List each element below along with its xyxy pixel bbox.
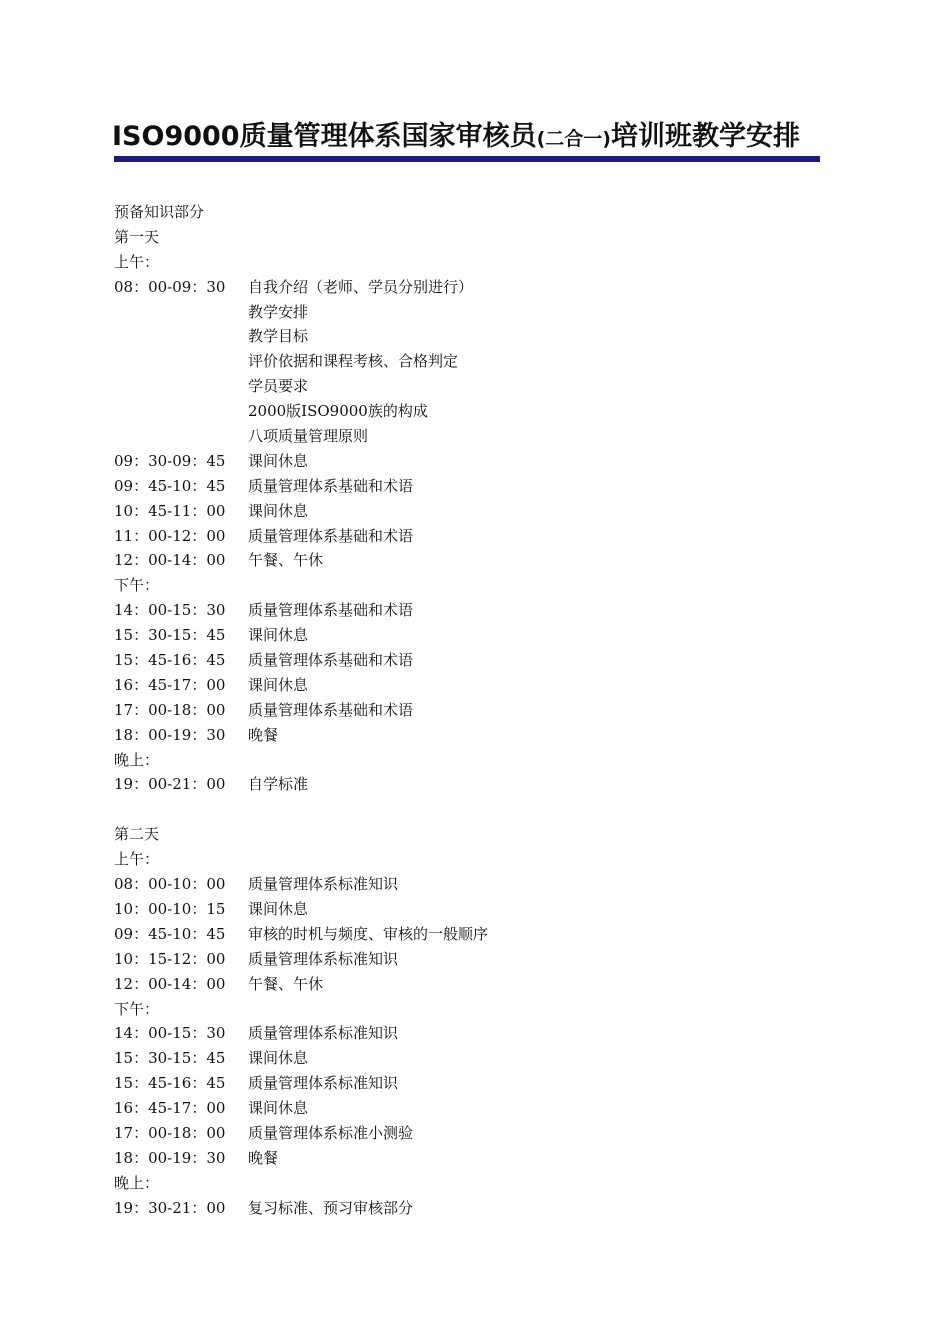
time-range: 15：30-15：45 bbox=[114, 1049, 226, 1068]
title-main-a: ISO9000质量管理体系国家审核员 bbox=[112, 121, 537, 152]
schedule-row bbox=[114, 324, 834, 349]
title-main-b: 培训班教学安排 bbox=[610, 121, 800, 152]
time-range: 16：45-17：00 bbox=[114, 1099, 226, 1118]
activity: 复习标准、预习审核部分 bbox=[248, 1198, 414, 1217]
activity: 质量管理体系基础和术语 bbox=[248, 651, 414, 670]
section-heading: 第一天 bbox=[114, 227, 160, 246]
schedule-row bbox=[114, 673, 834, 698]
activity: 自学标准 bbox=[248, 775, 309, 794]
schedule-row bbox=[114, 524, 834, 549]
time-range: 12：00-14：00 bbox=[114, 974, 226, 993]
schedule-row bbox=[114, 723, 834, 748]
section-heading: 第二天 bbox=[114, 825, 160, 844]
schedule-row bbox=[114, 1096, 834, 1121]
schedule-row bbox=[114, 972, 834, 997]
time-range: 16：45-17：00 bbox=[114, 675, 226, 694]
activity: 学员要求 bbox=[248, 377, 309, 396]
time-range: 17：00-18：00 bbox=[114, 700, 226, 719]
activity: 八项质量管理原则 bbox=[248, 427, 369, 446]
activity: 质量管理体系标准知识 bbox=[248, 1074, 399, 1093]
schedule-row bbox=[114, 300, 834, 325]
activity: 质量管理体系基础和术语 bbox=[248, 526, 414, 545]
schedule-row bbox=[114, 1121, 834, 1146]
schedule-row bbox=[114, 399, 834, 424]
schedule-row bbox=[114, 1021, 834, 1046]
time-range: 19：00-21：00 bbox=[114, 775, 226, 794]
schedule-row bbox=[114, 598, 834, 623]
schedule-row bbox=[114, 648, 834, 673]
activity: 课间休息 bbox=[248, 899, 309, 918]
section-heading: 预备知识部分 bbox=[114, 203, 205, 221]
activity: 教学目标 bbox=[248, 327, 309, 346]
time-range: 14：00-15：30 bbox=[114, 601, 226, 620]
time-range: 15：30-15：45 bbox=[114, 626, 226, 645]
time-range: 09：45-10：45 bbox=[114, 476, 226, 495]
activity: 质量管理体系基础和术语 bbox=[248, 601, 414, 620]
title-underline bbox=[114, 156, 820, 162]
time-range: 11：00-12：00 bbox=[114, 526, 226, 545]
schedule-body bbox=[114, 200, 834, 1221]
schedule-row bbox=[114, 548, 834, 573]
schedule-row bbox=[114, 1071, 834, 1096]
time-range: 18：00-19：30 bbox=[114, 725, 226, 744]
time-range: 08：00-10：00 bbox=[114, 875, 226, 894]
activity: 审核的时机与频度、审核的一般顺序 bbox=[248, 924, 489, 943]
time-range: 09：45-10：45 bbox=[114, 924, 226, 943]
section-heading: 下午： bbox=[114, 999, 160, 1018]
schedule-row bbox=[114, 1146, 834, 1171]
activity: 课间休息 bbox=[248, 451, 309, 470]
time-range: 09：30-09：45 bbox=[114, 451, 226, 470]
activity: 课间休息 bbox=[248, 1099, 309, 1118]
activity: 质量管理体系标准知识 bbox=[248, 949, 399, 968]
activity: 晚餐 bbox=[248, 1148, 279, 1167]
schedule-row bbox=[114, 897, 834, 922]
time-range: 15：45-16：45 bbox=[114, 1074, 226, 1093]
schedule-row bbox=[114, 499, 834, 524]
time-range: 17：00-18：00 bbox=[114, 1123, 226, 1142]
schedule-row bbox=[114, 947, 834, 972]
time-range: 15：45-16：45 bbox=[114, 651, 226, 670]
schedule-row bbox=[114, 623, 834, 648]
section-heading: 晚上： bbox=[114, 750, 160, 769]
time-range: 19：30-21：00 bbox=[114, 1198, 226, 1217]
activity: 质量管理体系基础和术语 bbox=[248, 476, 414, 495]
activity: 教学安排 bbox=[248, 302, 309, 321]
schedule-row bbox=[114, 872, 834, 897]
activity: 晚餐 bbox=[248, 725, 279, 744]
schedule-row bbox=[114, 1196, 834, 1221]
schedule-row bbox=[114, 424, 834, 449]
schedule-row bbox=[114, 374, 834, 399]
activity: 质量管理体系基础和术语 bbox=[248, 700, 414, 719]
activity: 2000版ISO9000族的构成 bbox=[248, 402, 428, 421]
time-range: 08：00-09：30 bbox=[114, 277, 226, 296]
activity: 评价依据和课程考核、合格判定 bbox=[248, 352, 459, 371]
schedule-row bbox=[114, 449, 834, 474]
time-range: 14：00-15：30 bbox=[114, 1024, 226, 1043]
schedule-row bbox=[114, 349, 834, 374]
activity: 午餐、午休 bbox=[248, 551, 324, 570]
time-range: 12：00-14：00 bbox=[114, 551, 226, 570]
schedule-row bbox=[114, 474, 834, 499]
activity: 课间休息 bbox=[248, 1049, 309, 1068]
section-heading: 下午： bbox=[114, 576, 160, 595]
time-range: 18：00-19：30 bbox=[114, 1148, 226, 1167]
page-title bbox=[112, 118, 842, 158]
activity: 质量管理体系标准小测验 bbox=[248, 1123, 414, 1142]
schedule-row bbox=[114, 1046, 834, 1071]
section-heading: 上午： bbox=[114, 252, 160, 271]
activity: 课间休息 bbox=[248, 626, 309, 645]
activity: 质量管理体系标准知识 bbox=[248, 1024, 399, 1043]
schedule-row bbox=[114, 922, 834, 947]
title-paren: (二合一) bbox=[536, 128, 611, 150]
blank-line bbox=[114, 797, 834, 822]
activity: 课间休息 bbox=[248, 501, 309, 520]
section-heading: 晚上： bbox=[114, 1173, 160, 1192]
schedule-row bbox=[114, 275, 834, 300]
section-heading: 上午： bbox=[114, 850, 160, 869]
activity: 自我介绍（老师、学员分别进行） bbox=[248, 277, 474, 296]
activity: 午餐、午休 bbox=[248, 974, 324, 993]
activity: 质量管理体系标准知识 bbox=[248, 875, 399, 894]
time-range: 10：15-12：00 bbox=[114, 949, 226, 968]
time-range: 10：00-10：15 bbox=[114, 899, 226, 918]
activity: 课间休息 bbox=[248, 675, 309, 694]
schedule-row bbox=[114, 698, 834, 723]
time-range: 10：45-11：00 bbox=[114, 501, 226, 520]
schedule-row bbox=[114, 772, 834, 797]
